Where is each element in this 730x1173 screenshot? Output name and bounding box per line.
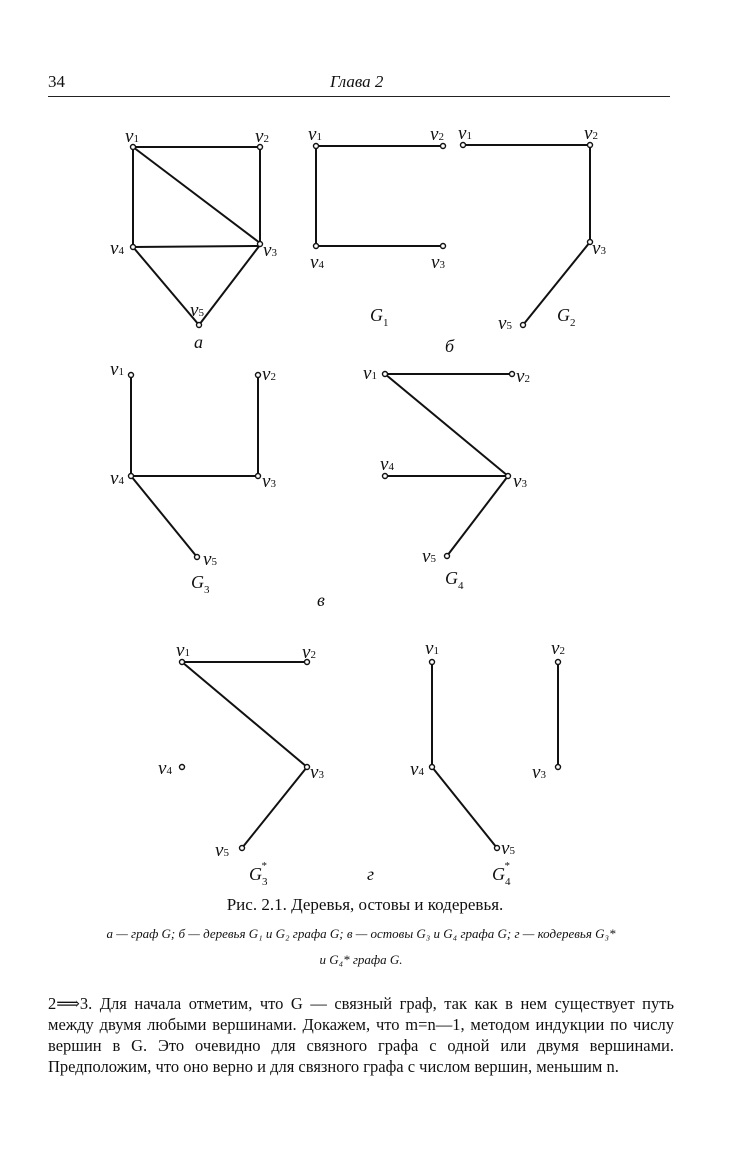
graph-G4 bbox=[317, 363, 530, 610]
chapter-title: Глава 2 bbox=[330, 72, 384, 91]
label-G3s-v4: v4 bbox=[158, 758, 172, 779]
node-G4s-v1 bbox=[430, 660, 435, 665]
panel-label-b: б bbox=[445, 336, 455, 356]
label-G4s-v3: v3 bbox=[532, 762, 546, 783]
node-G4s-v3 bbox=[556, 765, 561, 770]
node-G1-v4 bbox=[314, 244, 319, 249]
label-a-v3: v3 bbox=[263, 240, 277, 261]
node-a-v5 bbox=[197, 323, 202, 328]
caption-legend-line-2: и G₄* графа G. bbox=[319, 952, 403, 967]
edge-G3s-v1-v3 bbox=[182, 662, 307, 767]
label-G4s-v2: v2 bbox=[551, 638, 565, 659]
node-G3-v1 bbox=[129, 373, 134, 378]
node-G4-v2 bbox=[510, 372, 515, 377]
graph-G3 bbox=[110, 359, 276, 596]
node-G3-v3 bbox=[256, 474, 261, 479]
label-G2-v2: v2 bbox=[584, 123, 598, 144]
label-G3-v3: v3 bbox=[262, 471, 276, 492]
label-G3-v2: v2 bbox=[262, 364, 276, 385]
label-G3s-v2: v2 bbox=[302, 642, 316, 663]
label-G3s-v1: v1 bbox=[176, 640, 190, 661]
label-G4s-v1: v1 bbox=[425, 638, 439, 659]
label-G4s-v5: v5 bbox=[501, 838, 515, 859]
node-G3-v5 bbox=[195, 555, 200, 560]
node-G2-v5 bbox=[521, 323, 526, 328]
label-a-v4: v4 bbox=[110, 238, 124, 259]
node-G3s-v3 bbox=[305, 765, 310, 770]
graph-G2 bbox=[445, 123, 606, 356]
label-a-v5: v5 bbox=[190, 300, 204, 321]
graph-name-G3-star: $G_3*$ bbox=[249, 860, 268, 888]
edge-G4s-v4-v5 bbox=[432, 767, 497, 848]
edge-G3s-v3-v5 bbox=[242, 767, 307, 848]
node-G3-v4 bbox=[129, 474, 134, 479]
label-G3-v4: v4 bbox=[110, 468, 124, 489]
label-G4-v4: v4 bbox=[380, 454, 394, 475]
label-G3-v1: v1 bbox=[110, 359, 124, 380]
node-G3-v2 bbox=[256, 373, 261, 378]
edge-a-v1-v3 bbox=[133, 147, 260, 243]
node-a-v3 bbox=[258, 242, 263, 247]
node-G4-v1 bbox=[383, 372, 388, 377]
label-G1-v4: v4 bbox=[310, 252, 324, 273]
edge-a-v3-v5 bbox=[199, 245, 260, 325]
label-G4-v1: v1 bbox=[363, 363, 377, 384]
node-G4s-v5 bbox=[495, 846, 500, 851]
label-G2-v5: v5 bbox=[498, 313, 512, 334]
label-G3-v5: v5 bbox=[203, 549, 217, 570]
label-G2-v1: v1 bbox=[458, 123, 472, 144]
graph-name-G3: $G_3$ bbox=[191, 572, 210, 596]
graph-name-G4: $G_4$ bbox=[445, 568, 464, 592]
graph-G1 bbox=[308, 124, 446, 329]
node-G3s-v5 bbox=[240, 846, 245, 851]
label-a-v1: v1 bbox=[125, 126, 139, 147]
label-G1-v2: v2 bbox=[430, 124, 444, 145]
label-G1-v1: v1 bbox=[308, 124, 322, 145]
node-a-v4 bbox=[131, 245, 136, 250]
panel-label-a: а bbox=[194, 332, 203, 352]
label-G4-v2: v2 bbox=[516, 366, 530, 387]
graph-name-G2: $G_2$ bbox=[557, 305, 576, 329]
page-number: 34 bbox=[48, 72, 65, 91]
panel-label-g: г bbox=[367, 864, 375, 884]
node-G4-v3 bbox=[506, 474, 511, 479]
node-G4-v5 bbox=[445, 554, 450, 559]
label-a-v2: v2 bbox=[255, 126, 269, 147]
edge-a-v4-v3 bbox=[133, 246, 260, 247]
label-G4-v5: v5 bbox=[422, 546, 436, 567]
label-G4s-v4: v4 bbox=[410, 759, 424, 780]
graph-G3-star bbox=[158, 640, 324, 888]
caption-legend-line-1: а — граф G; б — деревья G₁ и G₂ графа G; в — остовы G₃ и G₄ графа G; г — кодеревья G₃* bbox=[106, 926, 616, 941]
edge-G4-v1-v3 bbox=[385, 374, 508, 476]
node-G1-v2 bbox=[441, 144, 446, 149]
label-G4-v3: v3 bbox=[513, 471, 527, 492]
graph-name-G1: $G_1$ bbox=[370, 305, 389, 329]
label-G3s-v3: v3 bbox=[310, 762, 324, 783]
panel-label-v: в bbox=[317, 590, 325, 610]
graph-name-G4-star: $G_4*$ bbox=[492, 860, 511, 888]
label-G2-v3: v3 bbox=[592, 238, 606, 259]
graph-a bbox=[110, 126, 277, 352]
node-G1-v3 bbox=[441, 244, 446, 249]
figure-caption-title: Рис. 2.1. Деревья, остовы и кодеревья. bbox=[226, 895, 504, 914]
node-G4s-v4 bbox=[430, 765, 435, 770]
label-G1-v3: v3 bbox=[431, 252, 445, 273]
edge-G3-v4-v5 bbox=[131, 476, 197, 557]
label-G3s-v5: v5 bbox=[215, 840, 229, 861]
body-paragraph: 2⟹3. Для начала отметим, что G — связный граф, так как в нем существует путь между двумя любыми вершинами. Докажем, что m=n—1, методом индукции по числу вершин в G. Это очевидно для связного графа с одной или двумя вершинами. Предположим, что оно верно и для связного графа с числом вершин, меньшим n. bbox=[48, 994, 674, 1076]
figure-caption-legend bbox=[46, 921, 676, 973]
edge-G4-v3-v5 bbox=[447, 476, 508, 556]
node-G4s-v2 bbox=[556, 660, 561, 665]
node-G3s-v4 bbox=[180, 765, 185, 770]
graph-G4-star bbox=[410, 638, 565, 888]
